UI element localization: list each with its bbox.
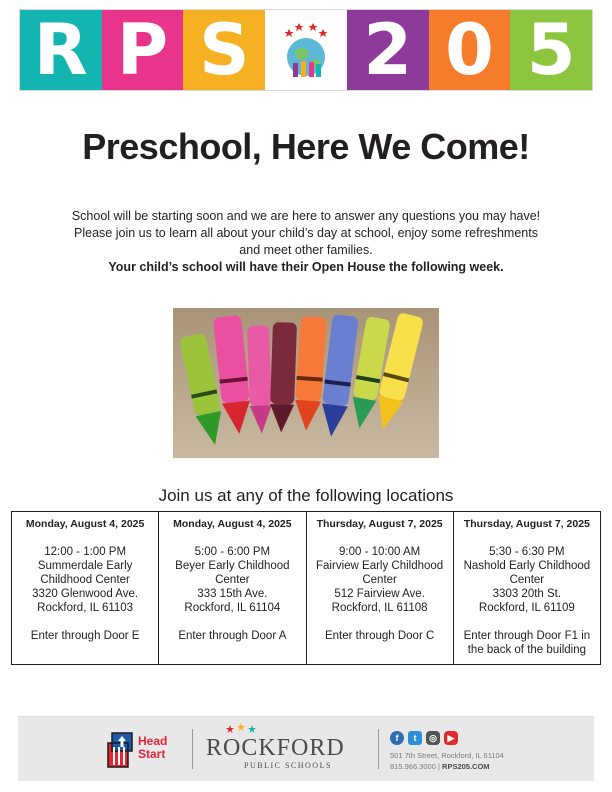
footer-divider xyxy=(192,729,193,769)
instagram-icon[interactable]: ◎ xyxy=(426,731,440,745)
twitter-icon[interactable]: t xyxy=(408,731,422,745)
location-street: 333 15th Ave. xyxy=(197,588,268,600)
location-entry: Enter through Door E xyxy=(30,630,140,642)
location-entry: Enter through Door A xyxy=(178,630,287,642)
footer-divider xyxy=(378,729,379,769)
location-time: 9:00 - 10:00 AM xyxy=(339,546,421,558)
location-street: 3303 20th St. xyxy=(492,588,562,600)
location-day: Monday, August 4, 2025 xyxy=(173,518,292,530)
page-title: Preschool, Here We Come! xyxy=(82,126,530,167)
footer-separator: | xyxy=(437,762,440,771)
intro-bold-note: Your child’s school will have their Open House the following week. xyxy=(108,260,504,274)
footer-bar xyxy=(18,716,594,781)
location-city: Rockford, IL 61104 xyxy=(184,602,281,614)
location-name: Nashold Early Childhood Center xyxy=(463,560,591,586)
location-nashold xyxy=(453,512,600,665)
head-start-line1: Head xyxy=(138,734,168,748)
rps-subtitle: PUBLIC SCHOOLS xyxy=(244,761,332,770)
banner-tile-2: 2 xyxy=(347,10,429,90)
location-entry: Enter through Door C xyxy=(324,630,435,642)
footer-website[interactable]: RPS205.COM xyxy=(442,762,490,771)
locations-table xyxy=(11,511,601,665)
youtube-icon[interactable]: ▶ xyxy=(444,731,458,745)
banner-tile-s: S xyxy=(183,10,265,90)
location-fairview xyxy=(306,512,453,665)
location-summerdale xyxy=(12,512,159,665)
rockford-wordmark: ROCKFORD xyxy=(206,735,345,761)
location-name: Fairview Early Childhood Center xyxy=(316,560,444,586)
location-entry: Enter through Door F1 in the back of the building xyxy=(463,630,591,656)
location-city: Rockford, IL 61108 xyxy=(331,602,428,614)
head-start-line2: Start xyxy=(138,747,166,761)
footer-phone: 815.966.3000 xyxy=(390,762,436,771)
location-time: 5:30 - 6:30 PM xyxy=(489,546,565,558)
location-time: 5:00 - 6:00 PM xyxy=(194,546,271,558)
location-day: Thursday, August 7, 2025 xyxy=(463,518,590,530)
locations-heading: Join us at any of the following locations xyxy=(158,486,454,505)
location-beyer xyxy=(159,512,306,665)
social-icons xyxy=(390,731,458,745)
location-time: 12:00 - 1:00 PM xyxy=(44,546,127,558)
footer-address-block xyxy=(390,750,504,772)
location-day: Monday, August 4, 2025 xyxy=(25,518,145,530)
locations-row xyxy=(12,512,601,665)
location-name: Beyer Early Childhood Center xyxy=(175,560,290,586)
intro-paragraph xyxy=(70,208,542,276)
banner-tile-0: 0 xyxy=(429,10,511,90)
location-city: Rockford, IL 61103 xyxy=(37,602,134,614)
location-street: 3320 Glenwood Ave. xyxy=(32,588,139,600)
rps205-banner xyxy=(19,9,593,91)
crayons-photo-icon xyxy=(173,308,439,458)
location-name: Summerdale Early Childhood Center xyxy=(37,560,133,586)
crayons-photo xyxy=(173,308,439,458)
banner-globe-logo xyxy=(265,10,347,90)
location-day: Thursday, August 7, 2025 xyxy=(316,518,443,530)
facebook-icon[interactable]: f xyxy=(390,731,404,745)
footer-address: 501 7th Street, Rockford, IL 61104 xyxy=(390,751,504,760)
head-start-text xyxy=(138,735,167,761)
location-city: Rockford, IL 61109 xyxy=(478,602,575,614)
banner-tile-p: P xyxy=(102,10,184,90)
banner-tile-r: R xyxy=(20,10,102,90)
globe-logo-icon xyxy=(271,15,341,85)
intro-text: School will be starting soon and we are here to answer any questions you may have! Please join us to learn all about your child’s day at school, enjoy some refreshments and meet other families. xyxy=(71,209,541,257)
location-street: 512 Fairview Ave. xyxy=(334,588,425,600)
banner-tile-5: 5 xyxy=(510,10,592,90)
